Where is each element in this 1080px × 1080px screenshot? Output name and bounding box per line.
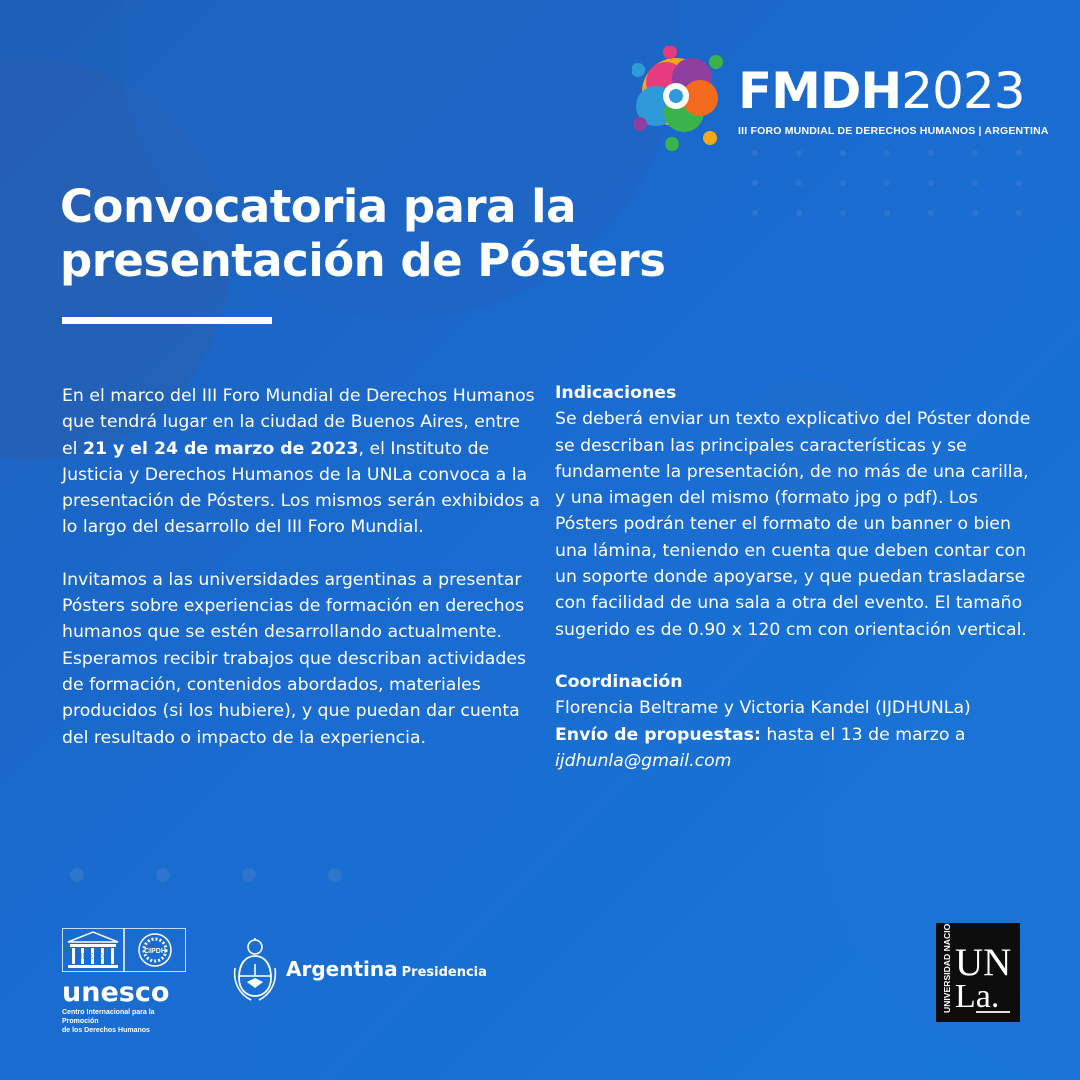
unesco-temple-icon (62, 928, 186, 972)
envio-text: hasta el 13 de marzo a (760, 724, 966, 745)
title-underline (62, 317, 272, 324)
unla-un-text: UN (955, 941, 1012, 984)
intro-text-b: , el Instituto de Justicia y Derechos Humanos de la UNLa convoca a la presentación de Pósters. Los mismos serán exhibidos a lo largo del desarrollo del III Foro Mundial. (62, 438, 541, 538)
argentina-presidencia-logo (286, 957, 487, 981)
unesco-caption-1: Centro Internacional para la Promoción (62, 1009, 155, 1025)
envio-line (555, 722, 1035, 748)
invitation-paragraph: Invitamos a las universidades argentinas a presentar Pósters sobre experiencias de formación en derechos humanos que se estén desarrollando actualmente. Esperamos recibir trabajos que describan actividades de formación, contenidos abordados, materiales producidos (si los hubiere), y que puedan dar cuenta del resultado o impacto de la experiencia. (62, 569, 526, 748)
unla-vertical-text: UNIVERSIDAD NACIONAL DE LANÚS (942, 923, 952, 1013)
indicaciones-text: Se deberá enviar un texto explicativo del Póster donde se describan las principales características y se fundamente la presentación, de no más de una carilla, y una imagen del mismo (formato jpg o pdf). Los Pósters podrán tener el formato de un banner o bien una lámina, teniendo en cuenta que deben contar con un soporte donde apoyarse, y que puedan trasladarse con facilidad de una sala a otra del evento. El tamaño sugerido es de 0.90 x 120 cm con orientación vertical. (555, 409, 1031, 640)
envio-label: Envío de propuestas: (555, 724, 761, 745)
title-line-1: Convocatoria para la (60, 180, 576, 233)
coordinacion-heading: Coordinación (555, 671, 683, 692)
unesco-badge-text: UNESCO (76, 952, 110, 961)
title-line-2: presentación de Pósters (60, 234, 666, 287)
left-column (62, 383, 540, 751)
fmdh-year: 2023 (901, 62, 1025, 120)
right-column (555, 380, 1035, 774)
argentina-coat-of-arms-icon (233, 938, 277, 1002)
intro-text-a: En el marco del III Foro Mundial de Derechos Humanos que tendrá lugar en la ciudad de Buenos Aires, entre el (62, 386, 535, 459)
argentina-wordmark: Argentina (286, 957, 398, 981)
unesco-wordmark: unesco (62, 977, 170, 1008)
cipdh-badge-text: CIPDH (144, 948, 166, 955)
fmdh-acronym: FMDH (738, 62, 902, 120)
coordinacion-text: Florencia Beltrame y Victoria Kandel (IJDHUNLa) (555, 698, 971, 719)
contact-email[interactable]: ijdhunla@gmail.com (555, 750, 732, 771)
fmdh-subtitle: III FORO MUNDIAL DE DERECHOS HUMANOS | ARGENTINA (738, 125, 1049, 137)
unla-la-text: La. (955, 978, 1000, 1015)
presidencia-wordmark: Presidencia (401, 965, 487, 980)
unesco-caption-2: de los Derechos Humanos (62, 1027, 150, 1034)
unla-logo-icon (936, 923, 1020, 1022)
intro-paragraph (62, 383, 540, 541)
fmdh-logo-text (738, 62, 1025, 120)
indicaciones-heading: Indicaciones (555, 383, 677, 403)
event-dates: 21 y el 24 de marzo de 2023 (82, 438, 359, 459)
unesco-logo (62, 928, 186, 1035)
page-title (60, 180, 700, 288)
